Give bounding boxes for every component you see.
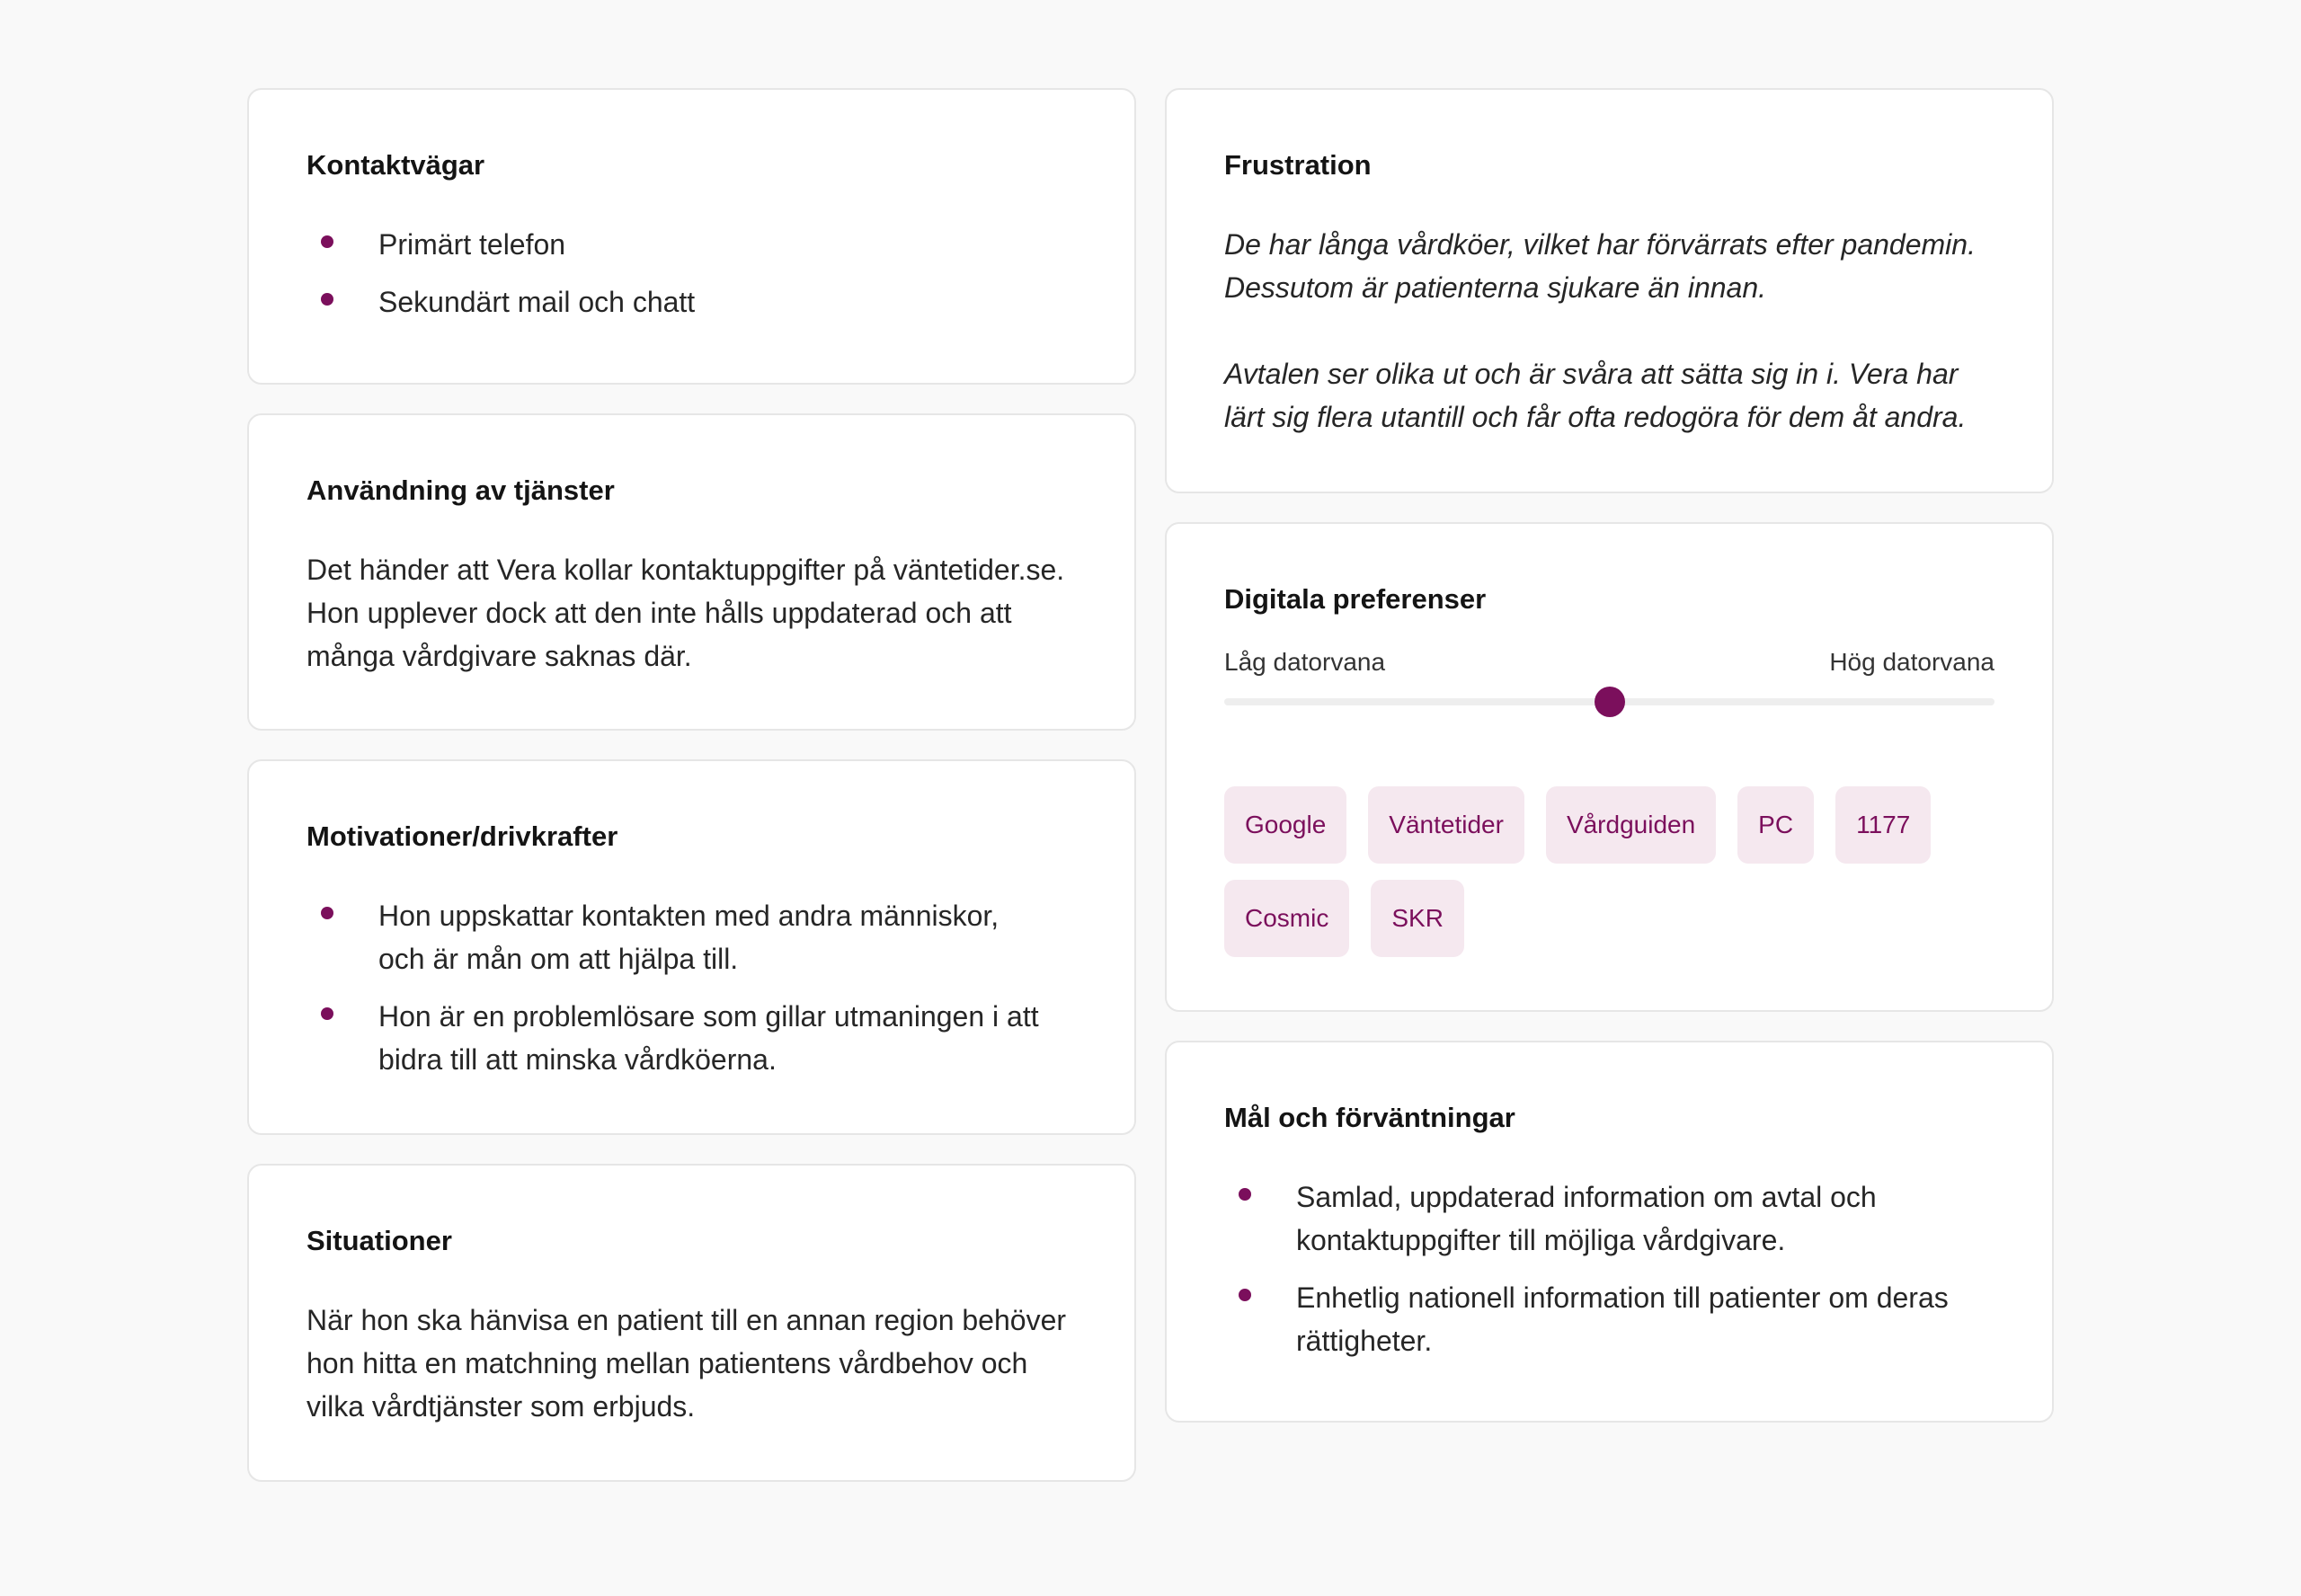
tool-tags — [1224, 786, 1994, 957]
bullet-dot — [321, 235, 333, 248]
persona-grid — [247, 88, 2054, 1482]
usage-text: Det händer att Vera kollar kontaktuppgifter på väntetider.se. Hon upplever dock att den inte hålls uppdaterad och att många vårdgivare saknas där. — [307, 554, 1065, 672]
contact-list — [307, 223, 1077, 324]
frustration-title: Frustration — [1224, 149, 1372, 181]
bullet-dot — [321, 293, 333, 306]
slider-knob — [1595, 687, 1625, 717]
list-item-text: Primärt telefon — [378, 228, 566, 261]
computer-skill-slider — [1224, 698, 1994, 705]
high-skill-label: Hög datorvana — [1829, 648, 1994, 676]
bullet-dot — [321, 907, 333, 919]
bullet-dot — [321, 1007, 333, 1020]
motivations-card — [247, 759, 1136, 1135]
tag-google: Google — [1224, 786, 1346, 864]
list-item — [1224, 1175, 1970, 1262]
list-item-text: Samlad, uppdaterad information om avtal och kontaktuppgifter till möjliga vårdgivare. — [1296, 1181, 1877, 1256]
situations-text: När hon ska hänvisa en patient till en annan region behöver hon hitta en matchning mellan patientens vårdbehov och vilka vårdtjänster som erbjuds. — [307, 1304, 1067, 1423]
list-item-text: Sekundärt mail och chatt — [378, 286, 696, 318]
left-column — [247, 88, 1136, 1482]
list-item — [307, 995, 1053, 1081]
contact-card — [247, 88, 1136, 385]
list-item — [307, 894, 1053, 980]
goals-title: Mål och förväntningar — [1224, 1102, 1515, 1133]
bullet-dot — [1239, 1289, 1251, 1301]
list-item — [307, 280, 1053, 324]
goals-list — [1224, 1175, 1994, 1362]
tag-vantetider: Väntetider — [1368, 786, 1524, 864]
contact-title: Kontaktvägar — [307, 149, 485, 181]
motivations-title: Motivationer/drivkrafter — [307, 820, 618, 852]
bullet-dot — [1239, 1188, 1251, 1201]
motivations-list — [307, 894, 1077, 1081]
list-item — [1224, 1276, 1970, 1362]
digital-preferences-title: Digitala preferenser — [1224, 583, 1487, 615]
usage-title: Användning av tjänster — [307, 474, 615, 506]
frustration-card — [1165, 88, 2054, 493]
tag-1177: 1177 — [1835, 786, 1931, 864]
goals-card — [1165, 1041, 2054, 1423]
skill-scale-labels — [1224, 646, 1994, 678]
frustration-text-1: De har långa vårdköer, vilket har förvärrats efter pandemin. Dessutom är patienterna sjukare än innan. — [1224, 228, 1976, 304]
tag-skr: SKR — [1371, 880, 1464, 957]
usage-card — [247, 413, 1136, 731]
digital-preferences-card — [1165, 522, 2054, 1012]
tag-pc: PC — [1737, 786, 1814, 864]
list-item — [307, 223, 1053, 266]
situations-card — [247, 1164, 1136, 1482]
situations-title: Situationer — [307, 1225, 452, 1256]
list-item-text: Enhetlig nationell information till patienter om deras rättigheter. — [1296, 1281, 1949, 1357]
tag-vardguiden: Vårdguiden — [1546, 786, 1716, 864]
tag-cosmic: Cosmic — [1224, 880, 1349, 957]
frustration-text-2: Avtalen ser olika ut och är svåra att sätta sig in i. Vera har lärt sig flera utantill och får ofta redogöra för dem åt andra. — [1224, 358, 1967, 433]
list-item-text: Hon uppskattar kontakten med andra människor, och är mån om att hjälpa till. — [378, 900, 999, 975]
right-column — [1165, 88, 2054, 1423]
low-skill-label: Låg datorvana — [1224, 648, 1386, 676]
list-item-text: Hon är en problemlösare som gillar utmaningen i att bidra till att minska vårdköerna. — [378, 1000, 1039, 1076]
